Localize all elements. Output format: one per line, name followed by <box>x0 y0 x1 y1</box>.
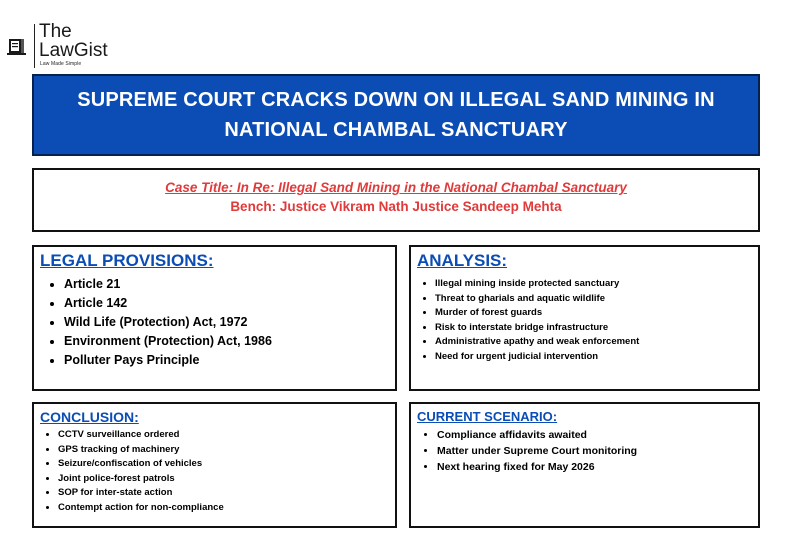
conclusion-heading: CONCLUSION: <box>40 409 139 425</box>
current-scenario-list <box>411 427 758 475</box>
brand-logo <box>6 22 136 72</box>
list-item: • Article 142 <box>64 294 395 313</box>
list-item: • Seizure/confiscation of vehicles <box>58 457 395 472</box>
list-item: • Risk to interstate bridge infrastructure <box>435 321 758 336</box>
list-item: • Matter under Supreme Court monitoring <box>437 443 758 459</box>
list-item: • Environment (Protection) Act, 1986 <box>64 332 395 351</box>
list-item: • SOP for inter-state action <box>58 486 395 501</box>
list-item: • Contempt action for non-compliance <box>58 501 395 516</box>
list-item: • CCTV surveillance ordered <box>58 428 395 443</box>
list-item: • Need for urgent judicial intervention <box>435 350 758 365</box>
legal-provisions-panel <box>32 245 397 391</box>
current-scenario-panel <box>409 402 760 528</box>
list-item: • Murder of forest guards <box>435 306 758 321</box>
brand-name <box>39 22 108 60</box>
headline <box>76 85 716 145</box>
headline-line1: SUPREME COURT CRACKS DOWN ON ILLEGAL SAND MINING IN <box>77 89 715 111</box>
list-item: • Article 21 <box>64 275 395 294</box>
brand-line1: The <box>39 21 72 42</box>
list-item: • Illegal mining inside protected sanctuary <box>435 277 758 292</box>
list-item: • Threat to gharials and aquatic wildlife <box>435 292 758 307</box>
conclusion-list <box>34 428 395 516</box>
list-item: • Next hearing fixed for May 2026 <box>437 459 758 475</box>
current-scenario-heading: CURRENT SCENARIO: <box>417 409 558 424</box>
case-bench: Bench: Justice Vikram Nath Justice Sandeep Mehta <box>230 199 562 214</box>
headline-banner <box>32 74 760 156</box>
legal-provisions-heading: LEGAL PROVISIONS: <box>40 251 214 270</box>
law-book-icon <box>6 34 30 56</box>
case-title: Case Title: In Re: Illegal Sand Mining in the National Chambal Sanctuary <box>165 180 627 195</box>
list-item: • Joint police-forest patrols <box>58 472 395 487</box>
case-info-box <box>32 168 760 232</box>
list-item: • GPS tracking of machinery <box>58 443 395 458</box>
list-item: • Administrative apathy and weak enforcement <box>435 335 758 350</box>
conclusion-panel <box>32 402 397 528</box>
legal-provisions-list <box>34 275 395 370</box>
analysis-heading: ANALYSIS: <box>417 251 508 270</box>
headline-line2: NATIONAL CHAMBAL SANCTUARY <box>224 119 568 141</box>
analysis-list <box>411 277 758 365</box>
list-item: • Polluter Pays Principle <box>64 351 395 370</box>
logo-divider <box>34 24 35 68</box>
list-item: • Wild Life (Protection) Act, 1972 <box>64 313 395 332</box>
brand-tagline: Law Made Simple <box>40 61 82 67</box>
analysis-panel <box>409 245 760 391</box>
list-item: • Compliance affidavits awaited <box>437 427 758 443</box>
brand-line2: LawGist <box>39 40 108 61</box>
